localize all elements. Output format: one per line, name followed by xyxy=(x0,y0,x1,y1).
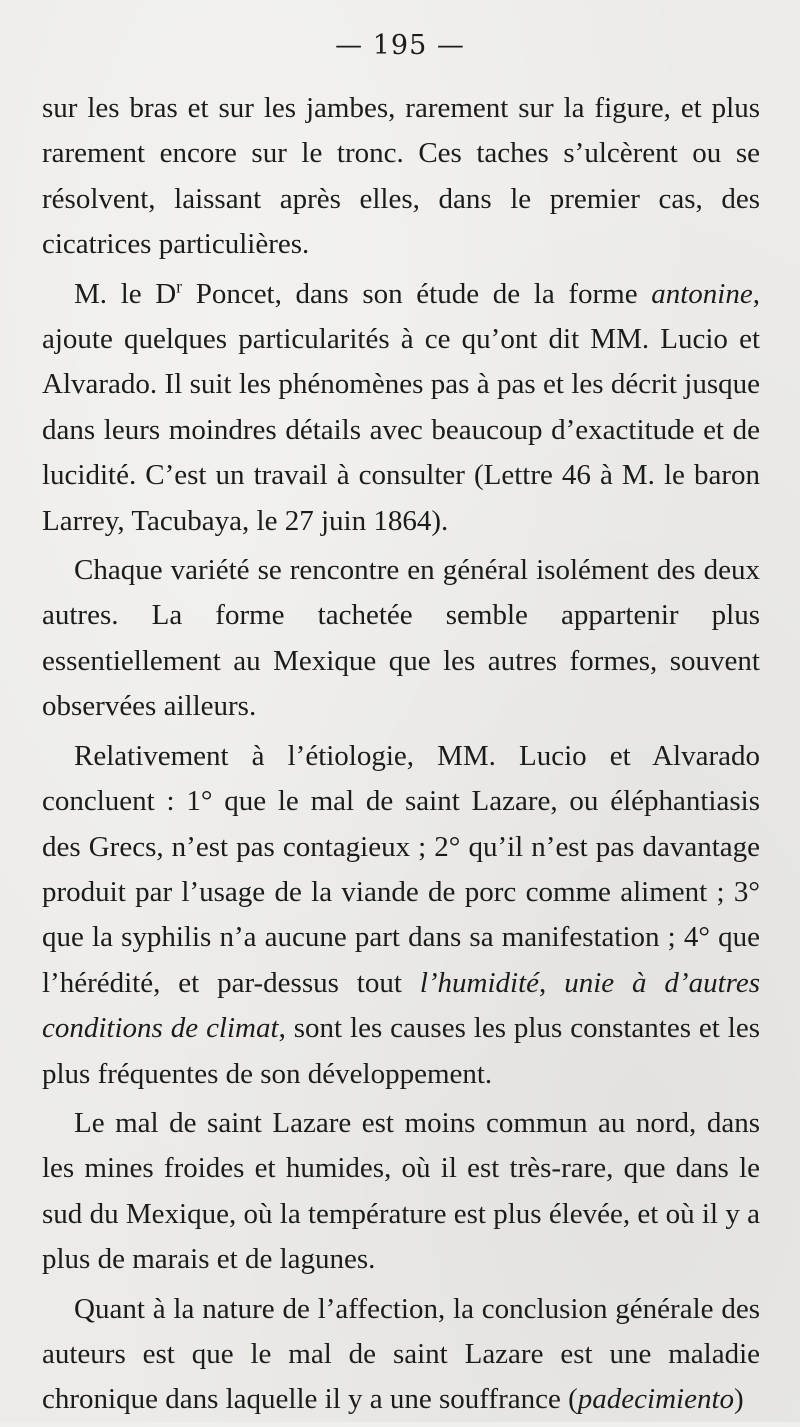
paragraph-1 xyxy=(42,86,760,268)
page-number: — 195 — xyxy=(335,30,465,61)
italic-text: antonine xyxy=(651,277,753,310)
text-segment: , sont les causes les plus constantes et les plus fréquentes de son développement. xyxy=(42,1012,761,1090)
text-segment: Quant à la nature de l’affection, la conclusion générale des auteurs est que le mal de saint Lazare est une maladie chronique dans laquelle il y a une souffrance ( xyxy=(42,1292,760,1416)
text-segment: sur les bras et sur les jambes, rarement sur la figure, et plus rarement encore sur le tronc. Ces taches s’ulcèrent ou se résolvent, laissant après elles, dans le premier cas, des cicatrices particulières. xyxy=(42,92,760,261)
text-segment: ) xyxy=(734,1383,744,1416)
text-segment: Chaque variété se rencontre en général isolément des deux autres. La forme tachetée semble appartenir plus essentiellement au Mexique que les autres formes, souvent observées ailleurs. xyxy=(42,554,760,723)
paragraph-4 xyxy=(42,734,760,1097)
text-segment: Relativement à l’étiologie, MM. Lucio et Alvarado concluent : 1° que le mal de saint Lazare, ou éléphantiasis des Grecs, n’est pas contagieux ; 2° qu’il n’est pas davantage produit par l’usage de la viande de porc comme aliment ; 3° que la syphilis n’a aucune part dans sa manifestation ; 4° que l’hérédité, et par-dessus tout xyxy=(42,739,760,999)
paragraph-2 xyxy=(42,272,760,544)
text-segment: Le mal de saint Lazare est moins commun au nord, dans les mines froides et humides, où il est très-rare, que dans le sud du Mexique, où la température est plus élevée, et où il y a plus de marais et de lagunes. xyxy=(42,1106,760,1276)
italic-text: l’humidité xyxy=(419,966,540,999)
body-text xyxy=(42,86,760,1427)
paragraph-3 xyxy=(42,548,760,730)
text-segment: M. le D xyxy=(74,277,177,310)
paragraph-5 xyxy=(42,1101,760,1283)
text-segment: , ajoute quelques particularités à ce qu’ont dit MM. Lucio et Alvarado. Il suit les phénomènes pas à pas et les décrit jusque dans leurs moindres détails avec beaucoup d’exactitude et de lucidité. C’est un travail à consulter (Lettre 46 à M. le baron Larrey, Tacubaya, le 27 juin 1864). xyxy=(42,277,760,537)
text-segment: , xyxy=(539,966,565,999)
italic-text: unie à d’autres conditions de climat xyxy=(42,966,760,1045)
paragraph-6 xyxy=(42,1287,760,1423)
text-segment: Poncet, dans son étude de la forme xyxy=(182,277,652,310)
superscript-text: r xyxy=(176,275,183,296)
italic-text: padecimiento xyxy=(577,1383,734,1416)
